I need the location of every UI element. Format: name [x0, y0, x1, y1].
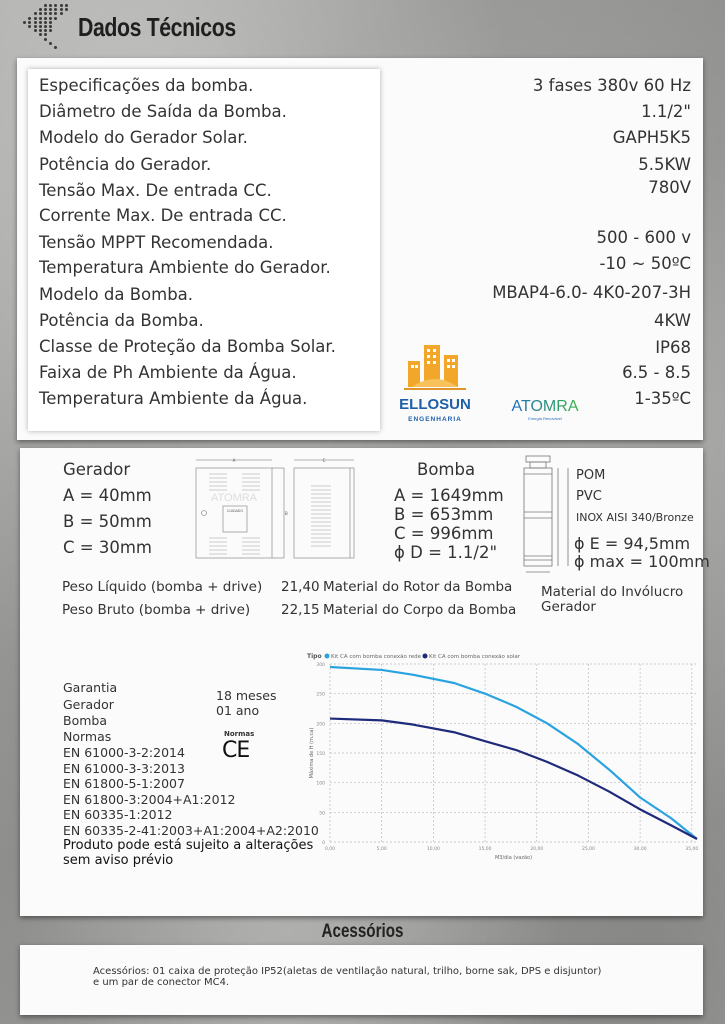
dot: [39, 12, 42, 15]
legend-label: Kit CA com bomba conexão rede: [331, 654, 422, 660]
garantia-bomba-label: Bomba: [63, 713, 107, 728]
dot: [34, 25, 37, 28]
y-tick-label: 150: [316, 752, 325, 757]
dot: [44, 4, 47, 7]
gerador-caution: CUIDADO: [226, 509, 244, 513]
atomra-name: ATOMRA: [511, 398, 579, 415]
spec-value: 5.5KW: [638, 155, 691, 174]
y-tick-label: 250: [316, 692, 325, 698]
dot: [49, 17, 52, 20]
dot: [49, 21, 52, 24]
spec-label: Temperatura Ambiente da Água.: [39, 389, 308, 408]
svg-text:C: C: [322, 458, 326, 463]
x-tick-label: 35,00: [685, 847, 699, 852]
pump-curve-chart: [305, 652, 705, 878]
dot: [39, 33, 42, 36]
spec-label: Corrente Max. De entrada CC.: [39, 206, 287, 225]
dot: [23, 21, 26, 24]
ce-mark-icon: CE: [222, 738, 250, 763]
material-rotor-label: Material do Rotor da Bomba: [323, 579, 513, 595]
accessories-line-2: e um par de conector MC4.: [93, 977, 230, 988]
dot: [54, 8, 57, 11]
atomra-sub: Energia Renovável: [528, 416, 562, 421]
accessories-panel: [20, 945, 703, 1015]
dot: [49, 12, 52, 15]
x-tick-label: 20,00: [530, 847, 544, 852]
ellosun-name: ELLOSUN: [399, 396, 471, 413]
peso-bruto-label: Peso Bruto (bomba + drive): [62, 602, 251, 618]
notice-line-1: Produto pode está sujeito a alterações: [63, 838, 314, 853]
garantia-bomba-value: 01 ano: [216, 703, 260, 718]
standard-item: EN 61000-3-3:2013: [63, 760, 185, 776]
standard-item: EN 60335-2-41:2003+A1:2004+A2:2010: [63, 822, 319, 838]
standard-item: EN 61800-5-1:2007: [63, 776, 185, 791]
y-tick-label: 200: [316, 722, 325, 728]
dotted-diamond-logo-icon: [18, 4, 70, 52]
dot: [34, 21, 37, 24]
dot: [54, 4, 57, 7]
dot: [44, 17, 47, 20]
bomba-drawing: [520, 452, 576, 574]
garantia-gerador-label: Gerador: [63, 697, 114, 712]
x-tick-label: 30,00: [633, 847, 647, 852]
dot: [54, 17, 57, 20]
spec-label: Tensão Max. De entrada CC.: [39, 181, 272, 200]
dot: [65, 8, 68, 11]
svg-text:A: A: [232, 458, 236, 463]
x-axis-label: M3/dia (vazão): [494, 855, 533, 861]
legend-title: Tipo: [307, 653, 322, 660]
dot: [34, 29, 37, 32]
x-tick-label: 15,00: [478, 847, 492, 852]
spec-label: Temperatura Ambiente do Gerador.: [39, 258, 331, 277]
dot: [39, 21, 42, 24]
dot: [54, 46, 57, 49]
normas-label: Normas: [63, 729, 112, 744]
dot: [49, 29, 52, 32]
x-tick-label: 25,00: [582, 847, 595, 852]
spec-label: Tensão MPPT Recomendada.: [39, 233, 274, 252]
specs-panel: [17, 58, 703, 440]
spec-label: Especificações da bomba.: [39, 76, 254, 95]
y-tick-label: 50: [319, 811, 325, 817]
notice-line-2: sem aviso prévio: [63, 853, 174, 868]
material-involucro-label: Material do Invólucro: [541, 584, 684, 600]
bomba-dim-b: B = 653mm: [394, 505, 494, 524]
material-pom: POM: [576, 468, 606, 483]
x-tick-label: 10,00: [426, 847, 440, 852]
gerador-title: Gerador: [63, 460, 131, 479]
dot: [28, 17, 31, 20]
spec-value: 1-35ºC: [634, 389, 691, 408]
ellosun-logo: [398, 343, 472, 429]
legend-marker: [423, 654, 428, 659]
dot: [39, 25, 42, 28]
y-tick-label: 0: [322, 841, 325, 846]
material-corpo-label: Material do Corpo da Bomba: [323, 602, 517, 618]
spec-label: Modelo do Gerador Solar.: [39, 128, 248, 147]
dot: [60, 8, 63, 11]
garantia-gerador-value: 18 meses: [216, 688, 277, 703]
accessories-title: Acessórios: [321, 921, 404, 942]
gerador-drawing: [194, 456, 364, 564]
dot: [44, 33, 47, 36]
legend-marker: [325, 654, 330, 659]
dot: [34, 17, 37, 20]
svg-text:B: B: [285, 511, 288, 516]
gerador-dim-a: A = 40mm: [63, 486, 152, 505]
garantia-label: Garantia: [63, 680, 118, 695]
material-inox: INOX AISI 340/Bronze: [576, 511, 694, 524]
dot: [39, 17, 42, 20]
spec-value: MBAP4-6.0- 4K0-207-3H: [492, 283, 691, 302]
spec-value: 1.1/2": [641, 102, 691, 121]
gerador-dim-b: B = 50mm: [63, 512, 152, 531]
dot: [65, 4, 68, 7]
x-tick-label: 5,00: [376, 847, 387, 852]
bomba-diameter-e: ϕ E = 94,5mm: [574, 534, 691, 553]
series-line-1: [330, 667, 697, 839]
spec-label: Modelo da Bomba.: [39, 285, 194, 304]
spec-value: 780V: [648, 178, 691, 197]
page-title: Dados Técnicos: [78, 12, 236, 42]
material-involucro-gerador: Gerador: [541, 599, 596, 615]
bomba-title: Bomba: [417, 460, 476, 479]
x-tick-label: 0,00: [324, 847, 336, 852]
accessories-line-1: Acessórios: 01 caixa de proteção IP52(aletas de ventilação natural, trilho, borne sak, DPS e disjuntor): [93, 966, 602, 977]
spec-label: Potência do Gerador.: [39, 155, 212, 174]
material-pvc: PVC: [576, 489, 602, 504]
peso-liquido-value: 21,40: [281, 579, 320, 595]
y-tick-label: 300: [316, 663, 325, 668]
dot: [54, 12, 57, 15]
dot: [28, 25, 31, 28]
details-panel: [20, 448, 710, 916]
gerador-dim-c: C = 30mm: [63, 538, 152, 557]
dot: [28, 21, 31, 24]
atomra-logo: [505, 394, 585, 424]
spec-value: 500 - 600 v: [596, 228, 691, 247]
normas-badge: Normas: [224, 730, 255, 738]
standard-item: EN 61000-3-2:2014: [63, 745, 185, 760]
dot: [60, 4, 63, 7]
dot: [39, 8, 42, 11]
y-tick-label: 100: [316, 781, 325, 787]
bomba-dim-c: C = 996mm: [394, 524, 494, 543]
spec-value: 3 fases 380v 60 Hz: [532, 76, 691, 95]
bomba-dim-a: A = 1649mm: [394, 486, 504, 505]
dot: [49, 25, 52, 28]
spec-value: GAPH5K5: [612, 128, 691, 147]
gerador-brand: ATOMRA: [210, 492, 258, 504]
spec-value: 4KW: [653, 311, 691, 330]
spec-label: Classe de Proteção da Bomba Solar.: [39, 337, 336, 356]
dot: [44, 25, 47, 28]
dot: [49, 8, 52, 11]
peso-liquido-label: Peso Líquido (bomba + drive): [62, 579, 263, 595]
dot: [44, 8, 47, 11]
spec-label: Diâmetro de Saída da Bomba.: [39, 102, 287, 121]
y-axis-label: Máxima de H (m.ca): [309, 727, 315, 779]
legend-label: Kit CA com bomba conexão solar: [429, 654, 520, 660]
spec-label: Potência da Bomba.: [39, 311, 204, 330]
spec-value: 6.5 - 8.5: [622, 363, 691, 382]
dot: [44, 38, 47, 41]
dot: [34, 12, 37, 15]
ellosun-sub: ENGENHARIA: [408, 416, 462, 423]
series-line-2: [330, 719, 697, 839]
spec-value: -10 ~ 50ºC: [599, 254, 691, 273]
bomba-dim-d: ϕ D = 1.1/2": [394, 543, 498, 562]
dot: [44, 29, 47, 32]
dot: [49, 4, 52, 7]
spec-value: IP68: [655, 338, 691, 357]
dot: [44, 21, 47, 24]
dot: [39, 29, 42, 32]
standard-item: EN 61800-3:2004+A1:2012: [63, 791, 236, 807]
spec-label: Faixa de Ph Ambiente da Água.: [39, 363, 297, 382]
dot: [44, 12, 47, 15]
dot: [60, 12, 63, 15]
dot: [49, 42, 52, 45]
bomba-diameter-max: ϕ max = 100mm: [574, 552, 710, 571]
standard-item: EN 60335-1:2012: [63, 807, 173, 822]
peso-bruto-value: 22,15: [281, 602, 320, 618]
